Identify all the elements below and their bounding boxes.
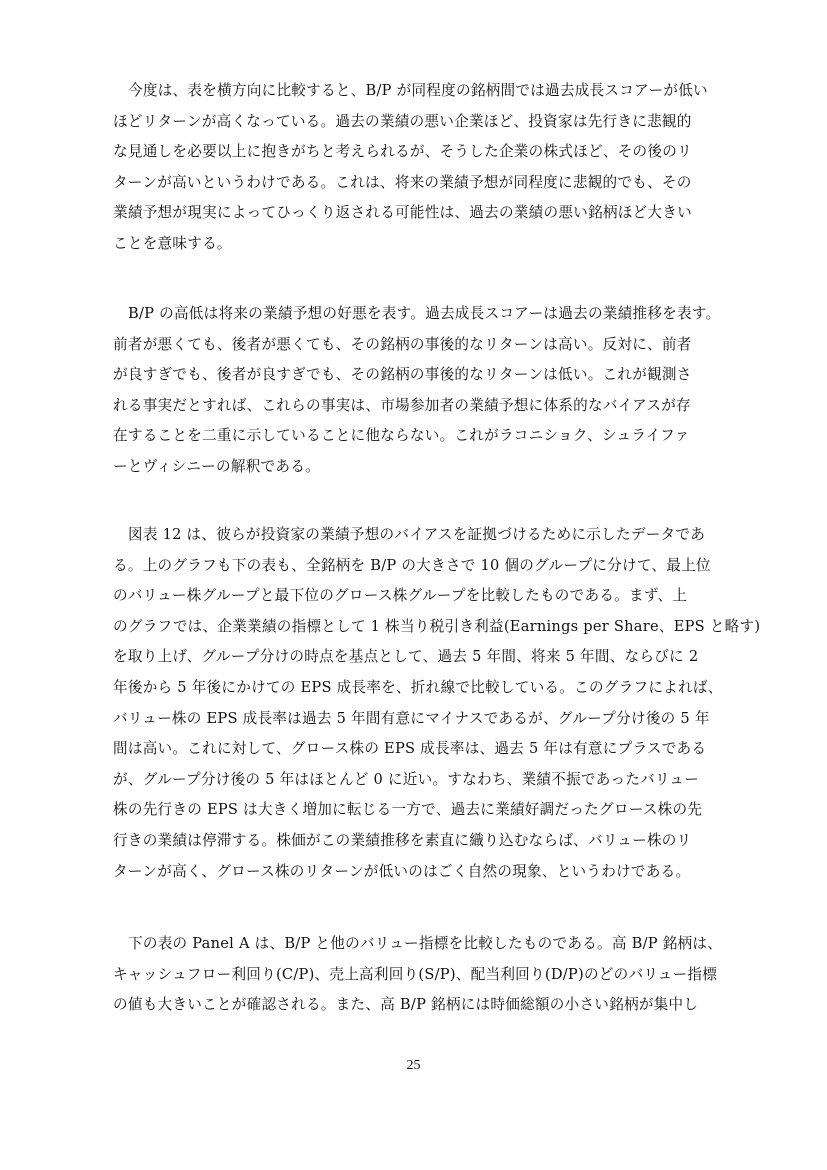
text-line: な見通しを必要以上に抱きがちと考えられるが、そうした企業の株式ほど、その後のリ	[113, 143, 692, 161]
text-line: 在することを二重に示していることに他ならない。これがラコニショク、シュライファ	[113, 427, 690, 445]
text-line: 間は高い。これに対して、グロース株の EPS 成長率は、過去 5 年は有意にプラスである	[113, 740, 707, 758]
text-line: ターンが高く、グロース株のリターンが低いのはごく自然の現象、というわけである。	[113, 862, 691, 880]
text-line: 下の表の Panel A は、B/P と他のバリュー指標を比較したものである。高 B/P 銘柄は、	[128, 935, 723, 952]
text-line: の値も大きいことが確認される。また、高 B/P 銘柄には時価総額の小さい銘柄が集中し	[113, 996, 699, 1014]
paragraph-3	[113, 520, 761, 887]
text-line: ことを意味する。	[113, 234, 232, 252]
text-line: キャッシュフロー利回り(C/P)、売上高利回り(S/P)、配当利回り(D/P)のどのバリュー指標	[113, 965, 718, 983]
paragraph-1	[113, 76, 725, 260]
text-line: る。上のグラフも下の表も、全銘柄を B/P の大きさで 10 個のグループに分けて、最上位	[113, 556, 711, 574]
text-line: B/P の高低は将来の業績予想の好悪を表す。過去成長スコアーは過去の業績推移を表す。	[128, 305, 721, 322]
text-line: ーとヴィシニーの解釈である。	[113, 457, 320, 475]
text-line: 図表 12 は、彼らが投資家の業績予想のバイアスを証拠づけるために示したデータであ	[128, 526, 706, 543]
text-line: が良すぎでも、後者が良すぎでも、その銘柄の事後的なリターンは低い。これが観測さ	[113, 366, 692, 384]
text-line: 業績予想が現実によってひっくり返される可能性は、過去の業績の悪い銘柄ほど大きい	[113, 204, 692, 222]
text-line: ほどリターンが高くなっている。過去の業績の悪い企業ほど、投資家は先行きに悲観的	[113, 112, 692, 130]
text-line: のグラフでは、企業業績の指標として 1 株当り税引き利益(Earnings per Share、EPS と略す)	[113, 617, 761, 635]
text-line: が、グループ分け後の 5 年はほとんど 0 に近い。すなわち、業績不振であったバリュー	[113, 770, 700, 788]
paragraph-4	[113, 929, 725, 1021]
text-line: 年後から 5 年後にかけての EPS 成長率を、折れ線で比較している。このグラフによれば、	[113, 678, 723, 696]
text-line: ターンが高いというわけである。これは、将来の業績予想が同程度に悲観的でも、その	[113, 173, 692, 191]
text-line: を取り上げ、グループ分けの時点を基点として、過去 5 年間、将来 5 年間、ならびに 2	[113, 648, 699, 666]
text-line: 行きの業績は停滞する。株価がこの業績推移を素直に織り込むならば、バリュー株のリ	[113, 831, 692, 849]
page-number: 25	[406, 1058, 421, 1073]
text-line: 今度は、表を横方向に比較すると、B/P が同程度の銘柄間では過去成長スコアーが低い	[128, 82, 708, 99]
text-line: れる事実だとすれば、これらの事実は、市場参加者の業績予想に体系的なバイアスが存	[113, 396, 691, 414]
text-line: のバリュー株グループと最下位のグロース株グループを比較したものである。まず、上	[113, 587, 688, 605]
paragraph-2	[113, 299, 725, 483]
text-line: 株の先行きの EPS は大きく増加に転じる一方で、過去に業績好調だったグロース株の先	[113, 801, 703, 819]
text-line: バリュー株の EPS 成長率は過去 5 年間有意にマイナスであるが、グループ分け後の 5 年	[113, 709, 710, 727]
text-line: 前者が悪くても、後者が悪くても、その銘柄の事後的なリターンは高い。反対に、前者	[113, 335, 692, 353]
